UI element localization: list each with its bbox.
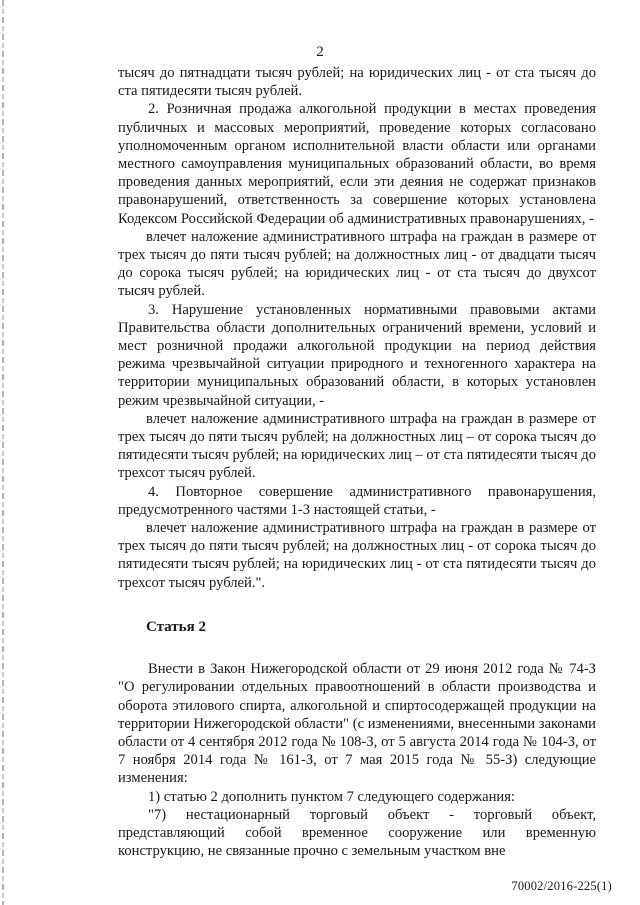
scan-binding-edge xyxy=(2,0,4,905)
paragraph-penalty-3: влечет наложение административного штрафа на граждан в размере от трех тысяч до пяти тысяч рублей; на должностных лиц – от сорока тысяч до пятидесяти тысяч рублей; на юридических лиц – от ста пятидесяти тысяч до трехсот тысяч рублей. xyxy=(118,410,596,482)
paragraph-item-2: 2. Розничная продажа алкогольной продукции в местах проведения публичных и массовых мероприятий, проведение которых согласовано уполномоченным органом исполнительной власти области или органами местного самоуправления муниципальных образований области, во время проведения данных мероприятий, если эти деяния не содержат признаков правонарушений, ответственность за совершение которых установлена Кодексом Российской Федерации об административных правонарушениях, - xyxy=(118,101,596,227)
paragraph-item-4: 4. Повторное совершение административного правонарушения, предусмотренного частями 1-3 настоящей статьи, - xyxy=(118,483,596,518)
article-amendment-1: 1) статью 2 дополнить пунктом 7 следующего содержания: xyxy=(148,788,515,805)
document-code: 70002/2016-225(1) xyxy=(511,879,612,893)
paragraph-item-3: 3. Нарушение установленных нормативными правовыми актами Правительства области дополнительных ограничений времени, условий и мест розничной продажи алкогольной продукции на период действия режима чрезвычайной ситуации природного и техногенного характера на территории муниципальных образований области, в которых установлен режим чрезвычайной ситуации, - xyxy=(118,301,596,409)
paragraph-penalty-2: влечет наложение административного штрафа на граждан в размере от трех тысяч до пяти тысяч рублей; на должностных лиц - от двадцати тысяч до сорока тысяч рублей; на юридических лиц - от ста тысяч до двухсот тысяч рублей. xyxy=(118,228,596,300)
article-intro-paragraph: Внести в Закон Нижегородской области от 29 июня 2012 года № 74-З "О регулировании отдельных правоотношений в области производства и оборота этилового спирта, алкогольной и спиртосодержащей продукции на территории Нижегородской области" (с изменениями, внесенными законами области от 4 сентября 2012 года № 108-З, от 5 августа 2014 года № 104-З, от 7 ноября 2014 года № 161-З, от 7 мая 2015 года № 55-З) следующие изменения: xyxy=(118,661,596,787)
paragraph-continuation: тысяч до пятнадцати тысяч рублей; на юридических лиц - от ста тысяч до ста пятидесяти тысяч рублей. xyxy=(118,65,596,100)
article-heading: Статья 2 xyxy=(146,618,206,635)
paragraph-penalty-4: влечет наложение административного штрафа на граждан в размере от трех тысяч до пяти тысяч рублей; на должностных лиц - от сорока тысяч до пятидесяти тысяч рублей; на юридических лиц - от ста пятидесяти тысяч до трехсот тысяч рублей.". xyxy=(118,520,596,591)
article-amendment-1-text: "7) нестационарный торговый объект - торговый объект, представляющий собой временное сооружение или временную конструкцию, не связанные прочно с земельным участком вне xyxy=(118,806,596,860)
document-body xyxy=(118,64,596,860)
page-number: 2 xyxy=(316,44,324,60)
